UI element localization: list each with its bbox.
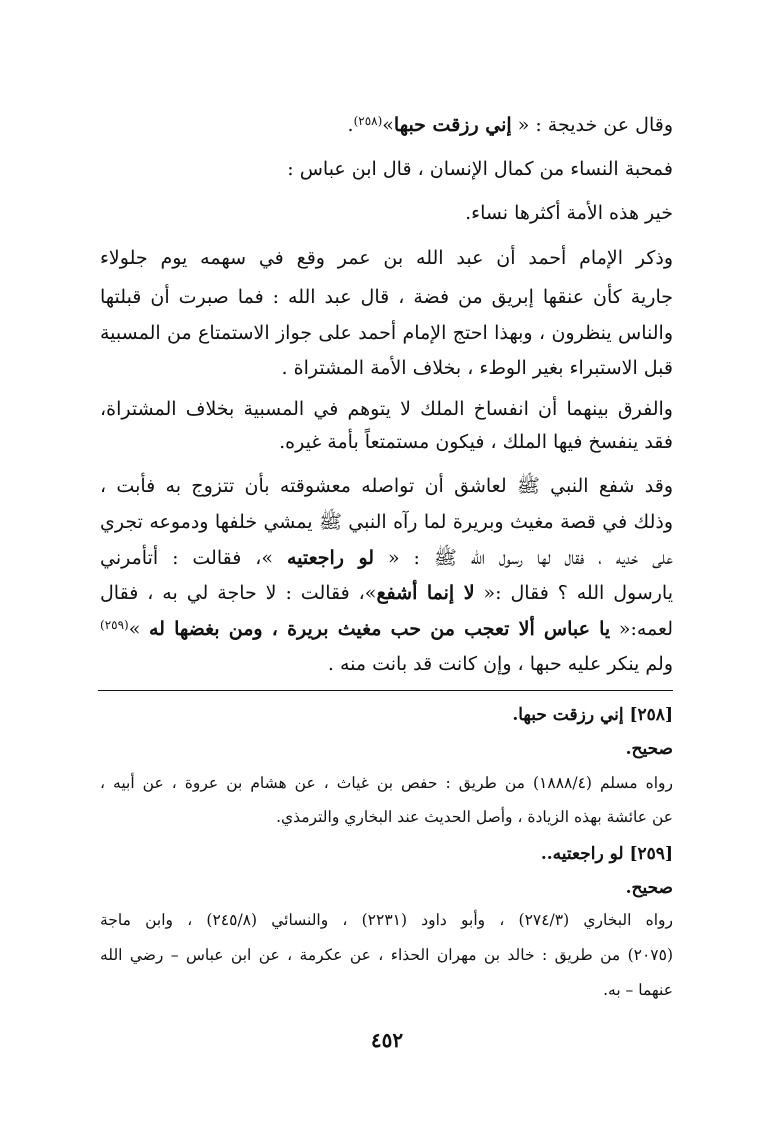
footnote-text: رواه البخاري (٢٧٤/٣) ، وأبو داود (٢٢٣١) ، والنسائي (٢٤٥/٨) ، وابن ماجة bbox=[100, 911, 673, 929]
text-run: » bbox=[128, 618, 149, 640]
footnote-heading-258: [٢٥٨] إني رزقت حبها. bbox=[512, 705, 673, 725]
text-run: لعمه:« bbox=[610, 618, 673, 640]
text-run: . bbox=[347, 114, 354, 136]
text-line: والناس ينظرون ، وبهذا احتج الإمام أحمد على جواز الاستمتاع من المسبية bbox=[100, 322, 673, 344]
footnote-text: عن عائشة بهذه الزيادة ، وأصل الحديث عند البخاري والترمذي. bbox=[276, 808, 673, 826]
hadith-quote: إني رزقت حبها bbox=[393, 114, 512, 136]
footnote-heading-259: [٢٥٩] لو راجعتيه.. bbox=[540, 844, 673, 864]
text-line bbox=[100, 549, 673, 568]
text-run: »، فقالت : لا حاجة لي به ، فقال bbox=[100, 582, 377, 604]
text-line: فقد ينفسخ فيها الملك ، فيكون مستمتعاً بأمة غيره. bbox=[279, 431, 673, 453]
text-line: ولم ينكر عليه حبها ، وإن كانت قد بانت منه . bbox=[327, 653, 673, 675]
hadith-quote: لا إنما أشفع bbox=[376, 582, 475, 604]
text-line: وذلك في قصة مغيث وبريرة لما رآه النبي ﷺ يمشي خلفها ودموعه تجري bbox=[100, 511, 673, 533]
footnote-text: رواه مسلم (١٨٨٨/٤) من طريق : حفص بن غياث ، عن هشام بن عروة ، عن أبيه ، bbox=[100, 774, 673, 792]
footnote-ref-259: (٢٥٩) bbox=[100, 618, 129, 632]
text-line bbox=[100, 620, 673, 639]
footnote-separator bbox=[98, 690, 673, 691]
text-line bbox=[100, 584, 673, 603]
text-run: يارسول الله ؟ فقال :« bbox=[474, 582, 674, 604]
page-number: ٤٥٢ bbox=[370, 1028, 404, 1052]
footnote-ref-258: (٢٥٨) bbox=[353, 114, 383, 128]
footnote-text: (٢٠٧٥) من طريق : خالد بن مهران الحذاء ، عن عكرمة ، عن ابن عباس – رضي الله bbox=[100, 946, 673, 964]
text-run: وقال عن خديجة : « bbox=[511, 114, 673, 136]
text-run: على خديه ، فقال لها رسول الله ﷺ : « bbox=[374, 547, 673, 569]
text-run: »، فقالت : أتأمرني bbox=[100, 547, 287, 569]
footnote-grade: صحيح. bbox=[625, 739, 673, 759]
footnote-grade: صحيح. bbox=[625, 878, 673, 898]
hadith-quote: لو راجعتيه bbox=[286, 547, 375, 569]
hadith-quote: يا عباس ألا تعجب من حب مغيث بريرة ، ومن بغضها له bbox=[148, 618, 611, 640]
footnote-text: عنهما – به. bbox=[603, 981, 673, 999]
text-line bbox=[348, 116, 673, 135]
text-line: خير هذه الأمة أكثرها نساء. bbox=[465, 202, 673, 224]
text-line: جارية كأن عنقها إبريق من فضة ، قال عبد الله : فما صبرت أن قبلتها bbox=[100, 286, 673, 308]
text-line: فمحبة النساء من كمال الإنسان ، قال ابن عباس : bbox=[287, 158, 673, 180]
text-run: » bbox=[382, 114, 394, 136]
text-line: قبل الاستبراء بغير الوطء ، بخلاف الأمة المشتراة . bbox=[281, 357, 673, 379]
text-line: والفرق بينهما أن انفساخ الملك لا يتوهم في المسبية بخلاف المشتراة، bbox=[100, 398, 673, 420]
text-line: وذكر الإمام أحمد أن عبد الله بن عمر وقع في سهمه يوم جلولاء bbox=[100, 247, 673, 269]
text-line: وقد شفع النبي ﷺ لعاشق أن تواصله معشوقته بأن تتزوج به فأبت ، bbox=[100, 475, 673, 497]
